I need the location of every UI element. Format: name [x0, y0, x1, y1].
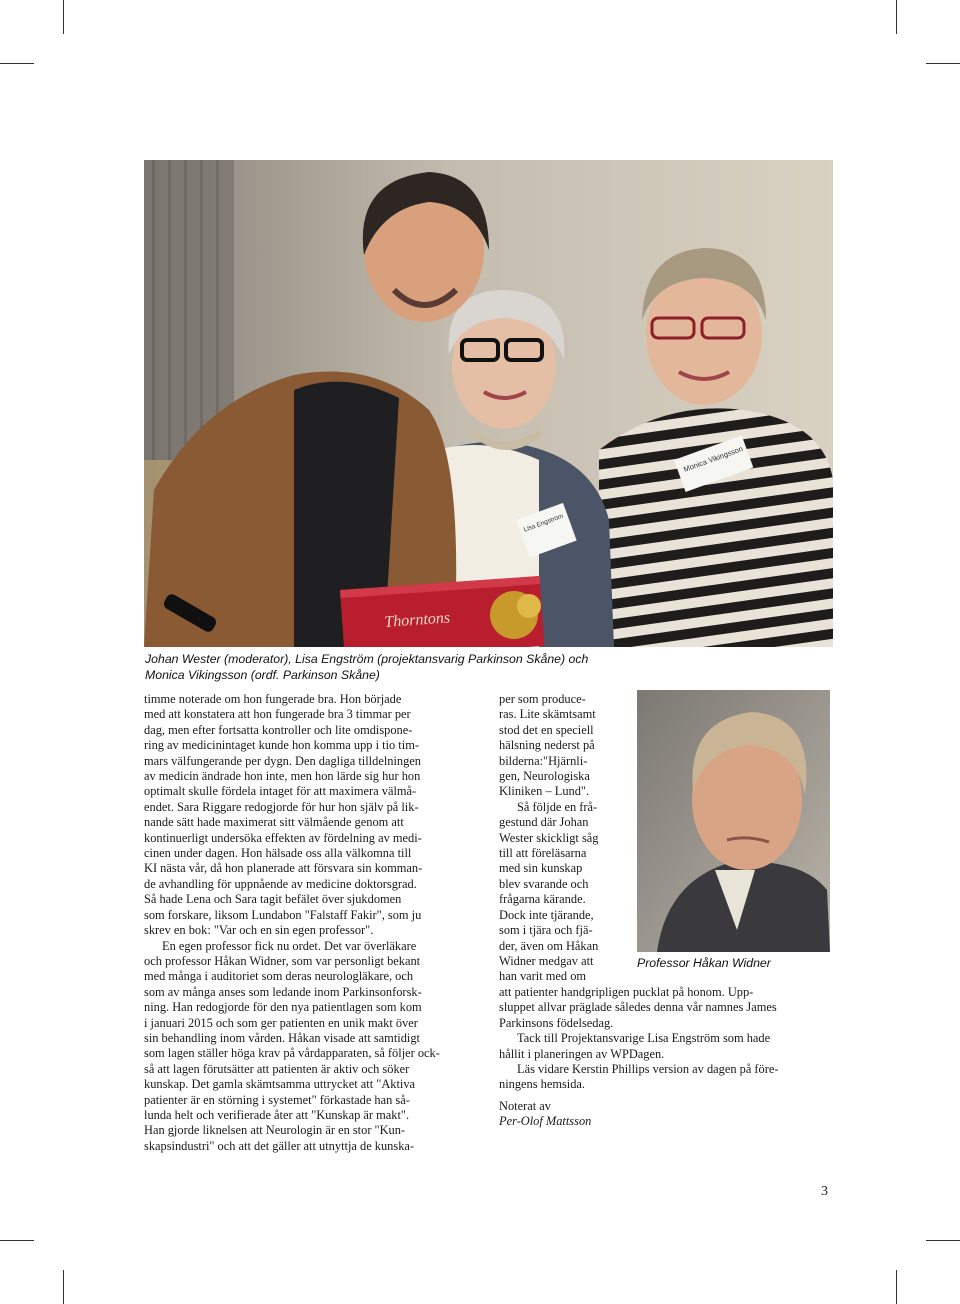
- text-line: med att konstatera att hon fungerade bra 3 timmar per: [144, 707, 411, 722]
- text-line: Han gjorde liknelsen att Neurologin är en stor "Kun-: [144, 1123, 406, 1138]
- text-line: Så hade Lena och Sara tagit befälet över sjukdomen: [144, 892, 402, 907]
- text-line: Dock inte tjärande,: [499, 907, 594, 922]
- caption-line: Johan Wester (moderator), Lisa Engström (projektansvarig Parkinson Skåne) och: [145, 652, 589, 666]
- text-line: gen, Neurologiska: [499, 769, 590, 784]
- byline-name: Per-Olof Mattsson: [499, 1114, 592, 1129]
- text-line: mars välfungerande per dygn. Den dagliga tilldelningen: [144, 753, 421, 768]
- crop-mark: [0, 63, 34, 64]
- text-line: nande sätt hade maximerat sitt välmående genom att: [144, 815, 404, 830]
- text-line: sin behandling inom vården. Håkan visade att samtidigt: [144, 1030, 420, 1045]
- text-line: blev svarande och: [499, 876, 589, 891]
- name-tag-lisa: Lisa Engström: [522, 512, 565, 534]
- text-line: Tack till Projektansvarige Lisa Engström som hade: [517, 1031, 771, 1046]
- text-line: ningens hemsida.: [499, 1077, 586, 1092]
- text-line: optimalt skulle fördela intaget för att maximera välmå-: [144, 784, 417, 799]
- text-line: Parkinsons födelsedag.: [499, 1015, 614, 1030]
- text-line: hållit i planeringen av WPDagen.: [499, 1046, 665, 1061]
- text-line: Wester skickligt såg: [499, 830, 599, 845]
- crop-mark: [63, 1270, 64, 1304]
- text-line: stod det en speciell: [499, 722, 594, 737]
- page-number: 3: [821, 1184, 828, 1199]
- text-line: hälsning nederst på: [499, 738, 595, 753]
- text-line: som forskare, liksom Lundabon "Falstaff Fakir", som ju: [144, 907, 422, 922]
- text-line: KI nästa vår, då hon planerade att försvara sin komman-: [144, 861, 423, 876]
- text-line: ning. Han redogjorde för den nya patientlagen som kom: [144, 1000, 422, 1015]
- text-line: att patienter handgripligen pucklat på honom. Upp-: [499, 985, 754, 999]
- text-line: med många i auditoriet som deras neurologläkare, och: [144, 969, 414, 984]
- right-column-narrow: [499, 692, 629, 985]
- widner-caption: Professor Håkan Widner: [637, 956, 771, 970]
- text-line: till att föreläsarna: [499, 846, 587, 861]
- right-column-wide: [499, 985, 834, 1130]
- text-line: gestund där Johan: [499, 815, 589, 830]
- main-photo-caption: [145, 651, 845, 683]
- text-line: ras. Lite skämtsamt: [499, 707, 596, 722]
- text-line: som i tjära och fjä-: [499, 923, 593, 938]
- crop-mark: [896, 0, 897, 34]
- text-line: kunskap. Det gamla skämtsamma uttrycket att "Aktiva: [144, 1077, 416, 1092]
- main-photo: [144, 160, 833, 647]
- crop-mark: [896, 1270, 897, 1304]
- text-line: med sin kunskap: [499, 861, 583, 876]
- text-line: cinen under dagen. Hon hälsade oss alla välkomna till: [144, 846, 412, 861]
- text-line: der, även om Håkan: [499, 938, 599, 953]
- main-photo-illustration: [144, 160, 833, 647]
- text-line: han varit med om: [499, 969, 587, 984]
- text-line: skapsindustri" och att det gäller att utnyttja de kunska-: [144, 1138, 415, 1153]
- crop-mark: [926, 1240, 960, 1241]
- text-line: Läs vidare Kerstin Phillips version av dagen på före-: [517, 1062, 779, 1077]
- text-line: som av många anses som ledande inom Parkinsonforsk-: [144, 984, 422, 999]
- text-line: Widner medgav att: [499, 953, 594, 968]
- box-brand: Thorntons: [383, 609, 451, 631]
- text-line: Så följde en frå-: [517, 799, 598, 814]
- text-line: kontinuerligt undersöka effekten av fördelning av medi-: [144, 830, 422, 845]
- text-line: dag, men efter fortsatta kontroller och lite omdispone-: [144, 722, 413, 737]
- caption-line: Monica Vikingsson (ordf. Parkinson Skåne): [145, 668, 380, 682]
- text-line: lunda helt och verifierade åter att "Kunskap är makt".: [144, 1107, 410, 1122]
- text-line: som lagen ställer höga krav på vårdapparaten, så följer ock-: [144, 1046, 440, 1061]
- widner-photo: [637, 690, 830, 952]
- text-line: så att lagen förutsätter att patienten är aktiv och söker: [144, 1061, 410, 1076]
- text-line: frågarna kärande.: [499, 892, 586, 907]
- name-tag-monica: Monica Vikingsson: [682, 444, 745, 474]
- crop-mark: [63, 0, 64, 34]
- widner-photo-illustration: [637, 690, 830, 952]
- text-line: de avhandling för uppnående av medicine doktorsgrad.: [144, 876, 417, 891]
- left-column: [144, 692, 480, 1154]
- text-line: endet. Sara Riggare redogjorde för hur hon själv på lik-: [144, 799, 419, 814]
- text-line: av medicin ändrade hon inte, men hon lärde sig hur hon: [144, 769, 421, 784]
- text-line: En egen professor fick nu ordet. Det var överläkare: [162, 938, 417, 953]
- text-line: Kliniken – Lund".: [499, 784, 590, 799]
- text-line: skrev en bok: "Var och en sin egen professor".: [144, 923, 374, 938]
- text-line: ring av medicinintaget kunde hon komma upp i tio tim-: [144, 738, 419, 753]
- text-line: bilderna:"Hjärnli-: [499, 753, 588, 768]
- crop-mark: [0, 1240, 34, 1241]
- text-line: i januari 2015 och som ger patienten en unik makt över: [144, 1015, 418, 1030]
- text-line: och professor Håkan Widner, som var personligt bekant: [144, 953, 421, 968]
- crop-mark: [926, 63, 960, 64]
- text-line: patienter är en störning i systemet" förkastade han så-: [144, 1092, 410, 1107]
- text-line: per som produce-: [499, 692, 586, 706]
- byline-label: Noterat av: [499, 1098, 551, 1113]
- text-line: timme noterade om hon fungerade bra. Hon började: [144, 692, 402, 706]
- text-line: sluppet allvar präglade således denna vår namnes James: [499, 1000, 777, 1015]
